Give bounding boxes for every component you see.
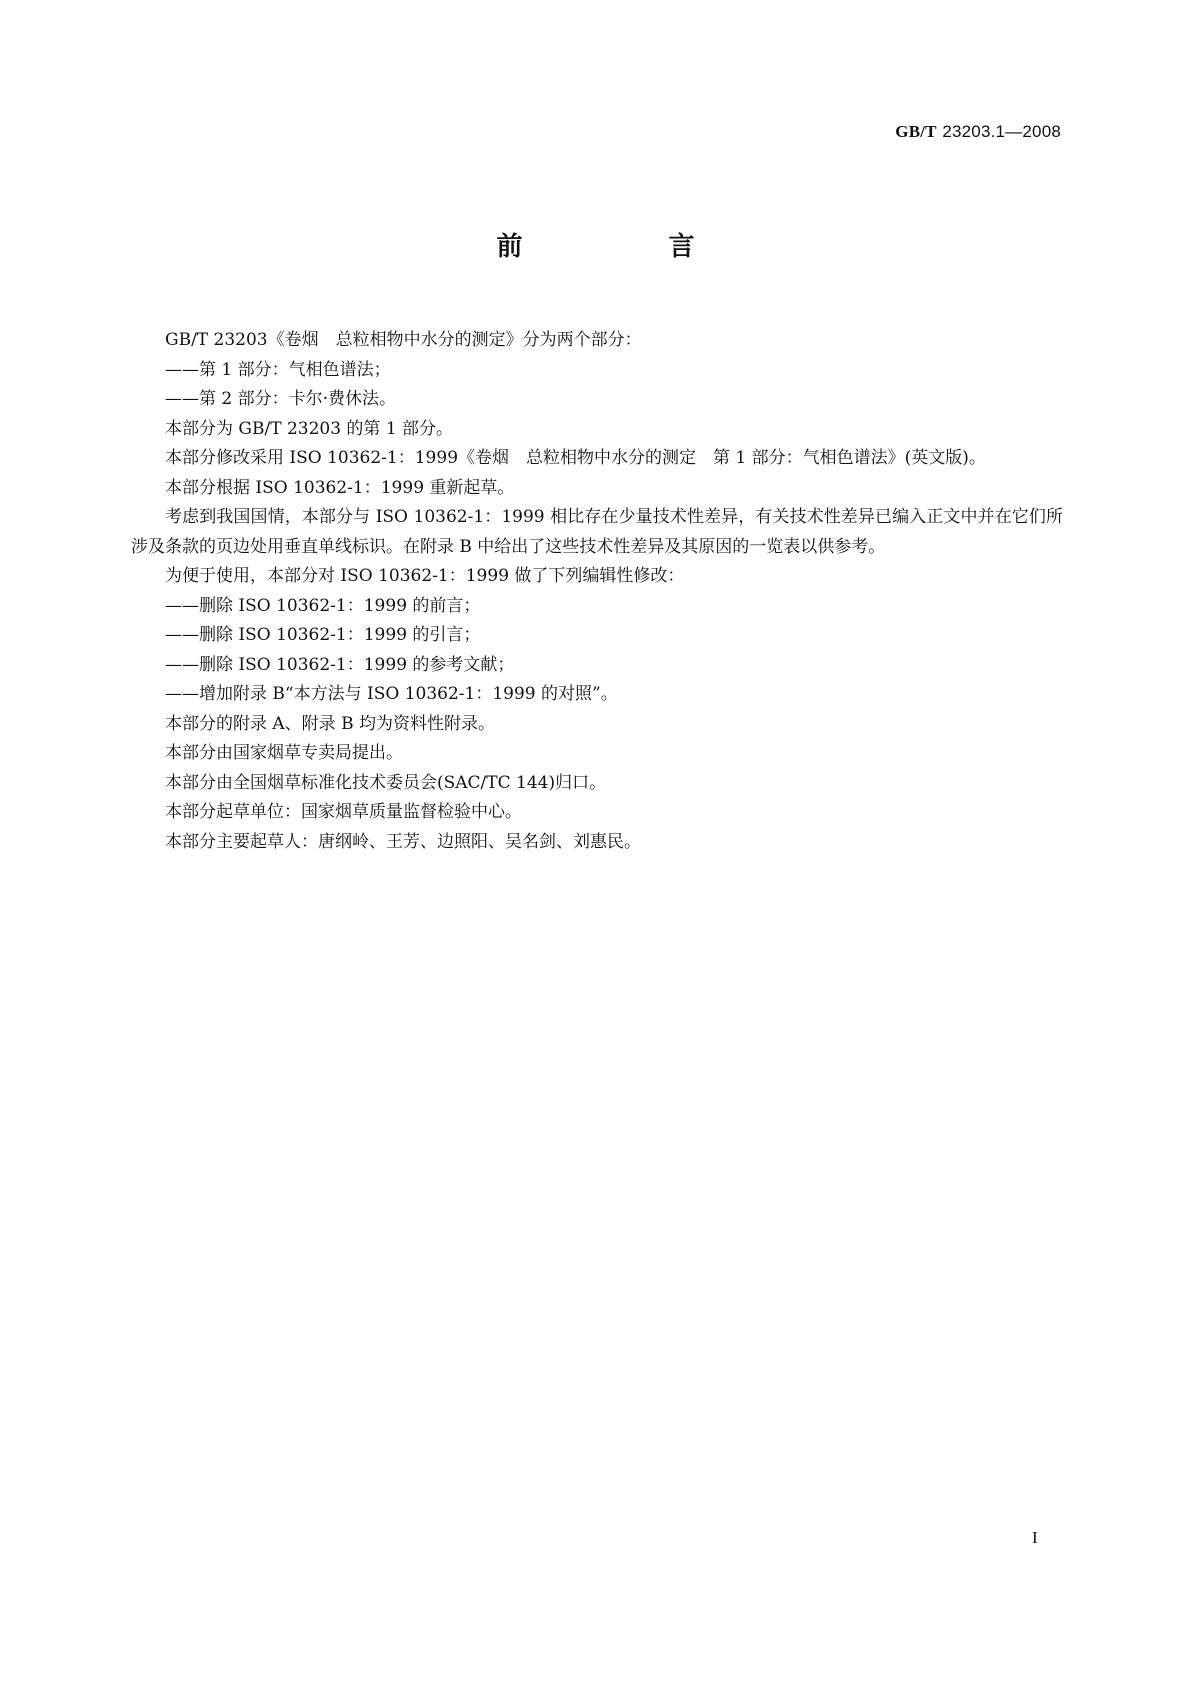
list-item: ——删除 ISO 10362-1：1999 的参考文献； bbox=[165, 654, 515, 675]
page-number: I bbox=[1032, 1528, 1038, 1547]
foreword-body bbox=[131, 326, 1063, 857]
paragraph: 考虑到我国国情，本部分与 ISO 10362-1：1999 相比存在少量技术性差异，有关技术性差异已编入正文中并在它们所涉及条款的页边处用垂直单线标识。在附录 B 中给出了这些技术性差异及其原因的一览表以供参考。 bbox=[131, 507, 1063, 557]
list-item: ——第 2 部分：卡尔·费休法。 bbox=[165, 389, 397, 409]
paragraph: 为便于使用，本部分对 ISO 10362-1：1999 做了下列编辑性修改： bbox=[165, 566, 685, 586]
paragraph: 本部分的附录 A、附录 B 均为资料性附录。 bbox=[165, 713, 495, 734]
standard-code bbox=[895, 122, 1061, 142]
page-title: 前 言 bbox=[496, 232, 755, 262]
paragraph: 本部分为 GB/T 23203 的第 1 部分。 bbox=[165, 418, 454, 439]
list-item: ——增加附录 B“本方法与 ISO 10362-1：1999 的对照”。 bbox=[165, 684, 618, 704]
paragraph: 本部分由全国烟草标准化技术委员会(SAC/TC 144)归口。 bbox=[165, 772, 607, 793]
paragraph: 本部分起草单位：国家烟草质量监督检验中心。 bbox=[165, 802, 522, 822]
list-item: ——删除 ISO 10362-1：1999 的前言； bbox=[165, 595, 481, 616]
paragraph: GB/T 23203《卷烟 总粒相物中水分的测定》分为两个部分： bbox=[165, 330, 642, 350]
standard-prefix: GB/T bbox=[895, 122, 937, 141]
paragraph: 本部分修改采用 ISO 10362-1：1999《卷烟 总粒相物中水分的测定 第 1 部分：气相色谱法》(英文版)。 bbox=[165, 448, 986, 468]
standard-number: 23203.1—2008 bbox=[942, 122, 1061, 141]
paragraph: 本部分根据 ISO 10362-1：1999 重新起草。 bbox=[165, 477, 515, 498]
list-item: ——第 1 部分：气相色谱法； bbox=[165, 359, 391, 380]
paragraph: 本部分主要起草人：唐纲岭、王芳、边照阳、吴名剑、刘惠民。 bbox=[165, 831, 641, 852]
list-item: ——删除 ISO 10362-1：1999 的引言； bbox=[165, 625, 481, 645]
paragraph: 本部分由国家烟草专卖局提出。 bbox=[165, 743, 403, 763]
